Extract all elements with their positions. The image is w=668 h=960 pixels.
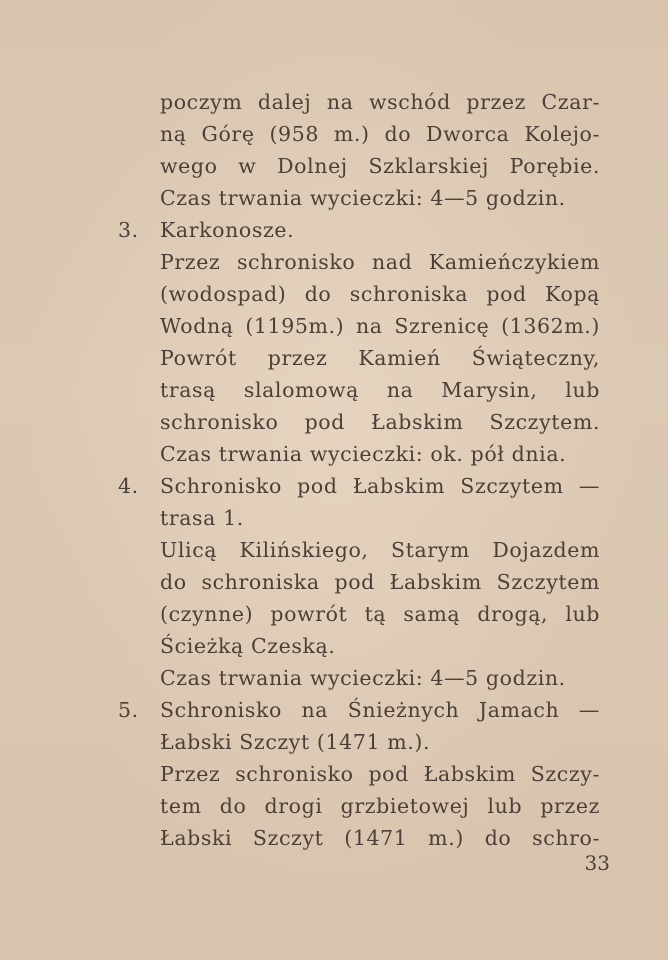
text-line: Łabski Szczyt (1471 m.). bbox=[160, 730, 431, 754]
text-line: Schronisko na Śnieżnych Jamach — bbox=[160, 698, 600, 722]
text-line: Powrót przez Kamień Świąteczny, bbox=[160, 346, 600, 370]
text-line: Schronisko pod Łabskim Szczytem — bbox=[160, 474, 600, 498]
text-line: Karkonosze. bbox=[160, 218, 295, 242]
text-line: Czas trwania wycieczki: ok. pół dnia. bbox=[160, 442, 567, 466]
text-line: Przez schronisko nad Kamieńczykiem bbox=[160, 250, 600, 274]
text-line: Czas trwania wycieczki: 4—5 godzin. bbox=[160, 666, 566, 690]
text-line: Czas trwania wycieczki: 4—5 godzin. bbox=[160, 186, 566, 210]
text-line: Wodną (1195m.) na Szrenicę (1362m.) bbox=[160, 314, 600, 338]
text-line: trasa 1. bbox=[160, 506, 244, 530]
text-line: ną Górę (958 m.) do Dworca Kolejo- bbox=[160, 122, 600, 146]
list-number-4: 4. bbox=[118, 474, 139, 498]
text-line: wego w Dolnej Szklarskiej Porębie. bbox=[160, 154, 600, 178]
text-line: Ulicą Kilińskiego, Starym Dojazdem bbox=[160, 538, 600, 562]
list-number-3: 3. bbox=[118, 218, 139, 242]
text-line: Przez schronisko pod Łabskim Szczy- bbox=[160, 762, 600, 786]
list-number-5: 5. bbox=[118, 698, 139, 722]
text-line: tem do drogi grzbietowej lub przez bbox=[160, 794, 600, 818]
text-line: do schroniska pod Łabskim Szczytem bbox=[160, 570, 600, 594]
text-line: Ścieżką Czeską. bbox=[160, 634, 336, 658]
text-line: schronisko pod Łabskim Szczytem. bbox=[160, 410, 600, 434]
page-number: 33 bbox=[584, 851, 610, 875]
text-line: trasą slalomową na Marysin, lub bbox=[160, 378, 600, 402]
text-line: Łabski Szczyt (1471 m.) do schro- bbox=[160, 826, 600, 850]
text-line: poczym dalej na wschód przez Czar- bbox=[160, 90, 600, 114]
text-line: (czynne) powrót tą samą drogą, lub bbox=[160, 602, 600, 626]
text-line: (wodospad) do schroniska pod Kopą bbox=[160, 282, 600, 306]
